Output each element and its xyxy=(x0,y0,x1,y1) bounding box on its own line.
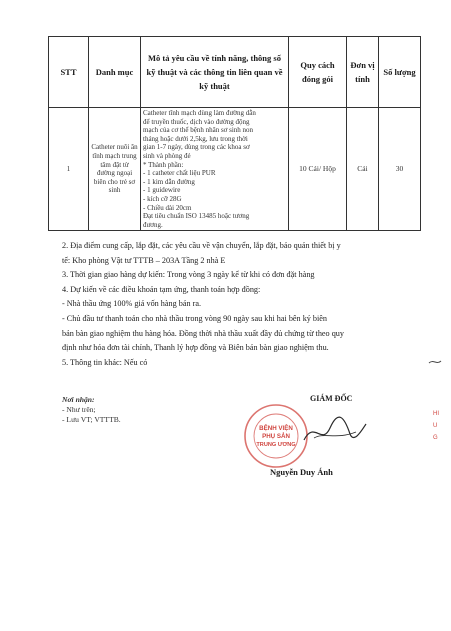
description-line: Catheter tĩnh mạch dùng làm đường dẫn xyxy=(143,109,256,117)
payment-clause-line: - Chủ đầu tư thanh toán cho nhà thầu trong vòng 90 ngày sau khi hai bên ký biên xyxy=(62,313,328,323)
section-delivery-location: 2. Địa điểm cung cấp, lắp đặt, các yêu cầu về vận chuyển, lắp đặt, bảo quản thiết bị y xyxy=(62,241,341,250)
stamp-text-top: BỆNH VIỆN xyxy=(259,425,293,432)
section-delivery-time: 3. Thời gian giao hàng dự kiến: Trong vòng 3 ngày kể từ khi có đơn đặt hàng xyxy=(62,270,315,280)
header-description: Mô tả yêu cầu về tính năng, thông số kỹ thuật và các thông tin liên quan về kỹ thuật xyxy=(141,37,289,108)
header-quantity: Số lượng xyxy=(379,37,421,108)
stamp-text-bot: TRUNG ƯƠNG xyxy=(256,442,296,448)
specification-table xyxy=(48,36,421,231)
header-stt: STT xyxy=(49,37,89,108)
description-line: - Chiều dài 20cm xyxy=(143,203,192,212)
recipient-line: - Lưu VT; VTTTB. xyxy=(62,415,121,424)
description-line: - 1 kim dẫn đường xyxy=(143,177,195,186)
description-line: mạch của cơ thể bệnh nhân sơ sinh non xyxy=(143,126,254,135)
cell-description xyxy=(141,108,289,231)
document-body xyxy=(62,239,422,370)
page-edge-stamp-fragment xyxy=(423,355,443,465)
description-line: - kích cỡ 28G xyxy=(143,194,182,203)
description-line: để truyền thuốc, dịch vào đường động xyxy=(143,117,250,126)
cell-category: Catheter nuôi ăn tĩnh mạch trung tâm đặt từ đường ngoại biên cho trẻ sơ sinh xyxy=(89,108,141,231)
section-other-info: 5. Thông tin khác: Nếu có xyxy=(62,357,148,367)
description-line: tháng hoặc dưới 2,5kg, lưu trong thời xyxy=(143,134,248,143)
header-unit: Đơn vị tính xyxy=(347,37,379,108)
cell-packaging: 10 Cái/ Hộp xyxy=(289,108,347,231)
director-title: GIÁM ĐỐC xyxy=(310,394,353,403)
director-signature xyxy=(300,410,370,450)
cell-quantity: 30 xyxy=(379,108,421,231)
cell-stt: 1 xyxy=(49,108,89,231)
table-header-row xyxy=(49,37,421,108)
payment-clause-line: bản bàn giao nghiệm thu hàng hóa. Đồng thời nhà thầu xuất đầy đủ chứng từ theo quy xyxy=(62,328,344,338)
section-payment-terms: 4. Dự kiến về các điều khoản tạm ứng, thanh toán hợp đồng: xyxy=(62,284,261,294)
svg-text:HI: HI xyxy=(433,411,439,417)
description-line: gian 1-7 ngày, dùng trong các khoa sơ xyxy=(143,143,250,152)
recipients-title: Nơi nhận: xyxy=(62,395,95,404)
description-line: - 1 guidewire xyxy=(143,186,181,195)
stamp-text-mid: PHỤ SẢN xyxy=(262,433,290,440)
description-line: đương. xyxy=(143,220,163,229)
table-row xyxy=(49,108,421,231)
svg-text:U: U xyxy=(433,423,438,429)
description-line: * Thành phần: xyxy=(143,160,184,169)
director-name: Nguyễn Duy Ánh xyxy=(270,467,333,477)
section-delivery-location-cont: tế: Kho phòng Vật tư TTTB – 203A Tầng 2 nhà E xyxy=(62,255,226,265)
svg-text:G: G xyxy=(433,435,438,441)
description-line: sinh và phòng đẻ xyxy=(143,151,191,160)
payment-advance: - Nhà thầu ứng 100% giá vốn hàng bán ra. xyxy=(62,299,202,309)
header-category: Danh mục xyxy=(89,37,141,108)
recipient-line: - Như trên; xyxy=(62,405,96,414)
description-line: Đạt tiêu chuẩn ISO 13485 hoặc tương xyxy=(143,212,250,221)
description-line: - 1 catheter chất liệu PUR xyxy=(143,169,216,178)
payment-clause-line: định như hóa đơn tài chính, Thanh lý hợp đồng và Biên bản bàn giao nghiệm thu. xyxy=(62,343,329,353)
header-packaging: Quy cách đóng gói xyxy=(289,37,347,108)
cell-unit: Cái xyxy=(347,108,379,231)
recipients-block xyxy=(62,395,121,425)
